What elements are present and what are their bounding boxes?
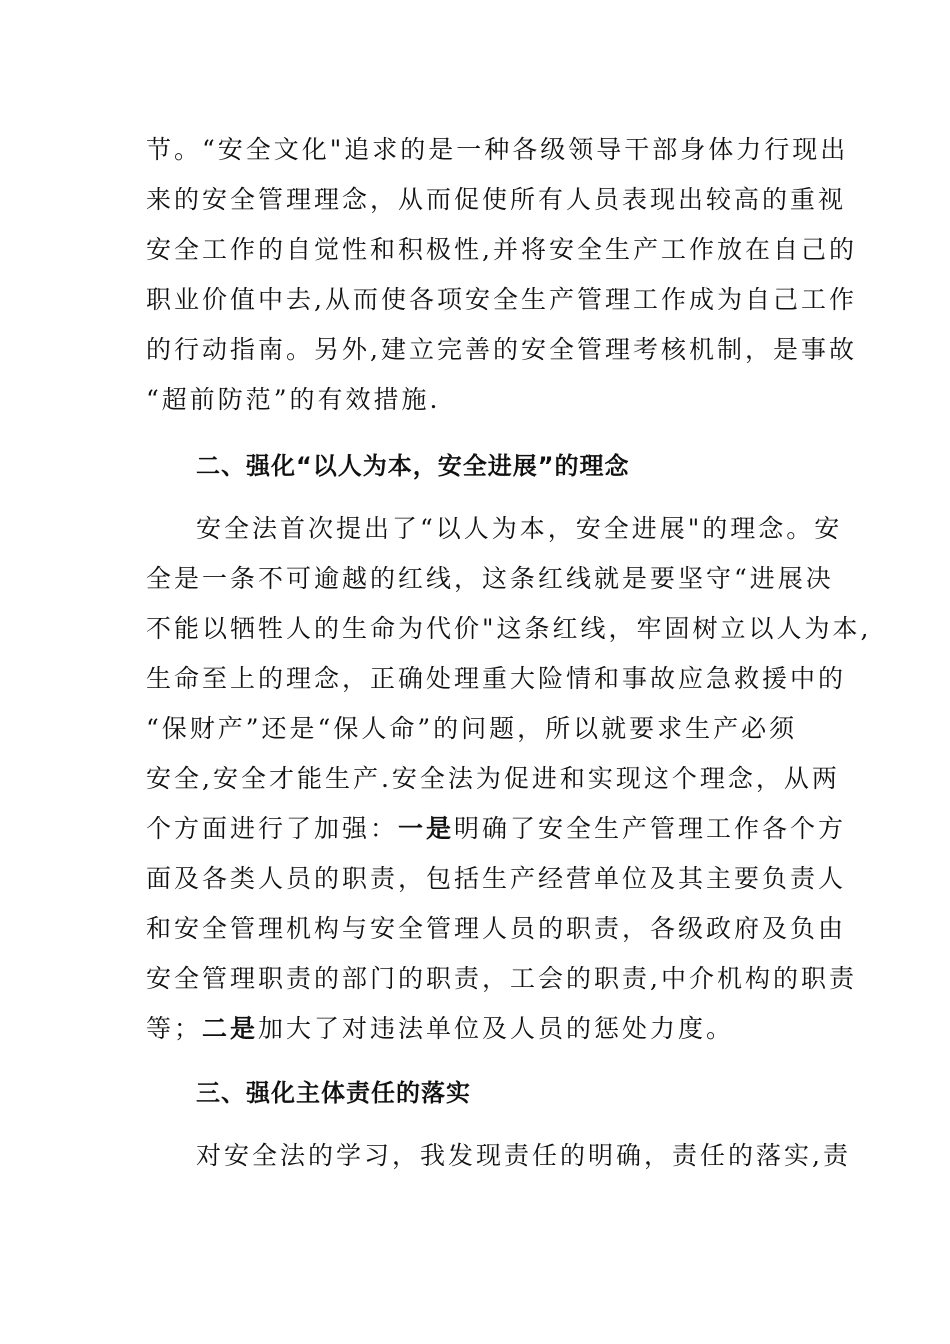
- text-line: 节。“安全文化"追求的是一种各级领导干部身体力行现出: [146, 135, 849, 164]
- emphasis-first: 一是: [398, 814, 455, 843]
- text-line: 安全管理职责的部门的职责，工会的职责,中介机构的职责: [146, 964, 857, 993]
- text-segment: 个方面进行了加强：: [146, 814, 399, 843]
- text-line: 面及各类人员的职责，包括生产经营单位及其主要负责人: [146, 864, 847, 893]
- text-line: “保财产”还是“保人命”的问题，所以就要求生产必须: [146, 714, 798, 743]
- text-segment: 明确了安全生产管理工作各个方: [454, 814, 847, 843]
- text-line: 来的安全管理理念，从而促使所有人员表现出较高的重视: [146, 185, 847, 214]
- section-heading-3: 三、强化主体责任的落实: [196, 1079, 471, 1107]
- text-line: 不能以牺牲人的生命为代价"这条红线，牢固树立以人为本,: [146, 614, 872, 643]
- section-heading-2: 二、强化“以人为本，安全进展”的理念: [196, 452, 630, 480]
- text-line: 对安全法的学习，我发现责任的明确，责任的落实,责: [196, 1141, 851, 1170]
- text-line: 生命至上的理念，正确处理重大险情和事故应急救援中的: [146, 664, 847, 693]
- text-line: 职业价值中去,从而使各项安全生产管理工作成为自己工作: [146, 285, 857, 314]
- text-line: 安全工作的自觉性和积极性,并将安全生产工作放在自己的: [146, 235, 857, 264]
- text-line: [146, 1014, 734, 1044]
- text-segment: 加大了对违法单位及人员的惩处力度。: [258, 1014, 735, 1043]
- text-line: 安全,安全才能生产.安全法为促进和实现这个理念，从两: [146, 764, 840, 793]
- text-line: 全是一条不可逾越的红线，这条红线就是要坚守“进展决: [146, 564, 834, 593]
- text-line: 的行动指南。另外,建立完善的安全管理考核机制，是事故: [146, 335, 857, 364]
- text-line: 和安全管理机构与安全管理人员的职责，各级政府及负由: [146, 914, 847, 943]
- emphasis-second: 二是: [202, 1014, 259, 1043]
- text-line: “超前防范”的有效措施.: [146, 385, 441, 414]
- text-segment: 等；: [146, 1014, 203, 1043]
- text-line: 安全法首次提出了“以人为本，安全进展"的理念。安: [196, 514, 843, 543]
- text-line: [146, 814, 846, 844]
